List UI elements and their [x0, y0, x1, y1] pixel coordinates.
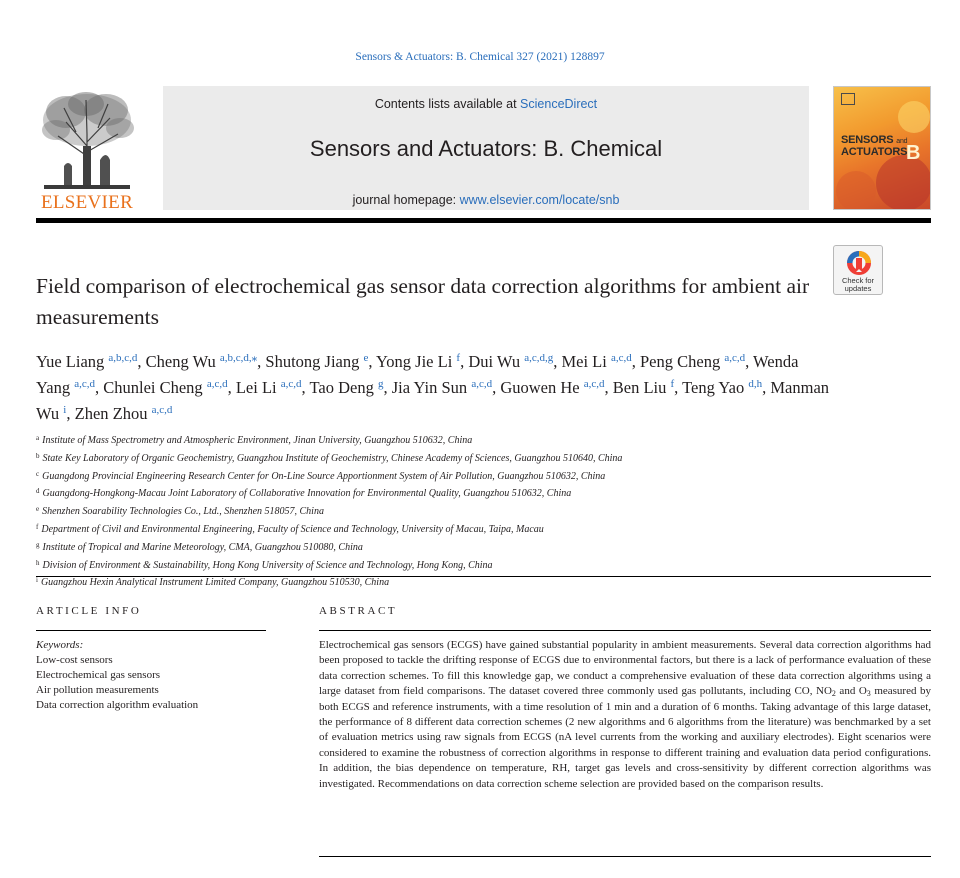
author[interactable]	[613, 378, 674, 397]
affiliation	[36, 431, 916, 449]
author-affiliation-marks[interactable]: a,c,d	[206, 378, 228, 390]
author-affiliation-marks[interactable]: a,b,c,d,⁎	[219, 352, 258, 364]
affiliation-key: c	[36, 469, 40, 478]
author[interactable]	[103, 378, 227, 397]
abstract-divider-bottom	[319, 856, 931, 857]
author[interactable]	[146, 352, 257, 371]
masthead-rule	[36, 218, 931, 223]
affiliation-text: Guangdong-Hongkong-Macau Joint Laboratory of Collaborative Innovation for Environmental Quality, Guangzhou 510632, China	[42, 488, 572, 500]
author[interactable]	[376, 352, 460, 371]
affiliation-text: Division of Environment & Sustainability, Hong Kong University of Science and Technology, Hong Kong, China	[42, 559, 493, 571]
keyword-item: Low-cost sensors	[36, 654, 113, 666]
author[interactable]	[265, 352, 368, 371]
abstract-heading: ABSTRACT	[319, 605, 398, 617]
cover-title-actuators: ACTUATORS	[841, 146, 908, 158]
author-affiliation-marks[interactable]: e	[363, 352, 369, 364]
check-for-updates-badge[interactable]	[833, 245, 883, 295]
author[interactable]	[392, 378, 492, 397]
keywords-label: Keywords:	[36, 639, 84, 651]
crossmark-label-line2: updates	[844, 284, 872, 293]
author-name: Mei Li	[561, 352, 607, 371]
keywords-block	[36, 638, 266, 713]
author-affiliation-marks[interactable]: a,c,d	[724, 352, 746, 364]
author[interactable]	[561, 352, 631, 371]
cover-letter: B	[906, 142, 921, 164]
affiliation-key: a	[36, 434, 40, 442]
affiliation	[36, 502, 916, 520]
affiliation	[36, 449, 916, 467]
crossmark-icon	[834, 246, 884, 278]
author-affiliation-marks[interactable]: a,c,d	[74, 378, 95, 390]
affiliation-key: g	[36, 540, 40, 549]
author-affiliation-marks[interactable]: g	[377, 378, 384, 390]
affiliation-key: b	[36, 451, 40, 460]
author-affiliation-marks[interactable]: a,c,d	[151, 404, 173, 416]
author-name: Jia Yin Sun	[391, 378, 468, 397]
author-name: Lei Li	[235, 378, 277, 397]
article-title: Field comparison of electrochemical gas sensor data correction algorithms for ambient air measurements	[36, 274, 810, 329]
contents-line	[163, 97, 809, 111]
abstract-sub-2: 3	[866, 689, 871, 699]
journal-citation[interactable]: Sensors & Actuators: B. Chemical 327 (2021) 128897	[355, 51, 605, 63]
affiliation	[36, 467, 916, 485]
tree-icon	[36, 86, 138, 190]
affiliation-list	[36, 431, 916, 591]
journal-title: Sensors and Actuators: B. Chemical	[309, 136, 663, 161]
affiliation-key: i	[36, 576, 38, 585]
abstract-sub-1: 2	[831, 689, 836, 699]
author-list: Yue Liang $^{a,b,c,d}$, Cheng Wu $^{a,b,c,d,⁎}$, Shutong Jiang $^e$, Yong Jie Li $^f$, Dui Wu $^{a,c,d,g}$, Mei Li $^{a,c,d}$, Peng Cheng $^{a,c,d}$, Wenda Yang $^{a,c,d}$, Chunlei Cheng $^{a,c,d}$, Lei Li $^{a,c,d}$, Tao Deng $^g$, Jia Yin Sun $^{a,c,d}$, Guowen He $^{a,c,d}$, Ben Liu $^f$, Teng Yao $^{d,h}$, Manman Wu $^i$, Zhen Zhou $^{a,c,d}$	[36, 352, 830, 423]
author-name: Ben Liu	[612, 378, 667, 397]
author-affiliation-marks[interactable]: a,b,c,d	[108, 352, 138, 364]
author[interactable]	[36, 352, 137, 371]
author-affiliation-marks[interactable]: a,c,d	[610, 352, 632, 364]
affiliation-text: Institute of Tropical and Marine Meteorology, CMA, Guangzhou 510080, China	[42, 541, 363, 553]
sciencedirect-link[interactable]: ScienceDirect	[520, 97, 598, 111]
article-info-divider	[36, 630, 266, 631]
author-affiliation-marks[interactable]: a,c,d,g	[524, 352, 554, 364]
author-affiliation-marks[interactable]: f	[456, 352, 461, 364]
author-affiliation-marks[interactable]: f	[670, 378, 675, 390]
author[interactable]	[309, 378, 383, 397]
affiliation	[36, 520, 916, 538]
author[interactable]	[236, 378, 302, 397]
affiliation-text: Guangzhou Hexin Analytical Instrument Limited Company, Guangzhou 510530, China	[40, 577, 390, 589]
author-name: Cheng Wu	[145, 352, 216, 371]
author-name: Manman Wu	[36, 378, 830, 423]
crossmark-label	[834, 277, 882, 293]
keyword-item: Electrochemical gas sensors	[36, 669, 161, 681]
author-affiliation-marks[interactable]: i	[63, 404, 67, 416]
author-name: Yong Jie Li	[376, 352, 453, 371]
affiliation-key: d	[36, 487, 40, 496]
affiliation-text: Institute of Mass Spectrometry and Atmospheric Environment, Jinan University, Guangzhou 510632, China	[42, 435, 473, 446]
abstract-text	[319, 638, 931, 792]
author-name: Chunlei Cheng	[103, 378, 203, 397]
author[interactable]	[640, 352, 745, 371]
affiliation	[36, 538, 916, 556]
author[interactable]	[500, 378, 604, 397]
journal-banner	[163, 86, 809, 210]
cover-title-and: and	[896, 138, 908, 145]
affiliation-text: Department of Civil and Environmental Engineering, Faculty of Science and Technology, University of Macau, Taipa, Macau	[41, 523, 544, 535]
author-name: Shutong Jiang	[265, 352, 360, 371]
author[interactable]	[468, 352, 553, 371]
author-affiliation-marks[interactable]: a,c,d	[280, 378, 302, 390]
affiliation-text: Shenzhen Soarability Technologies Co., Ltd., Shenzhen 518057, China	[42, 506, 324, 518]
author-name: Guowen He	[500, 378, 580, 397]
homepage-prefix: journal homepage:	[352, 193, 460, 207]
abstract-part-3: measured by both ECGS and reference instruments, with a time resolution of 1 min and a duration of 6 months. Taking advantage of this large dataset, the performance of 8 different data correction schemes (2 new algorithms and 6 algorithms from the literature) was benchmarked by a set of evaluation metrics using raw signals from ECGS (nA level currents from the working and auxiliary electrodes). Eight scenarios were considered to examine the robustness of correction algorithms in response to different training and evaluation data period configurations. In addition, the bias dependence on temperature, RH, target gas levels and cross-sensitivity by different correction algorithms was investigated. Recommendations on data correction scheme selection are provided based on the comparison results.	[319, 685, 932, 790]
keyword-item: Air pollution measurements	[36, 684, 159, 696]
abstract-part-1: Electrochemical gas sensors (ECGS) have gained substantial popularity in ambient measurements. Several data correction algorithms had been proposed to tackle the drifting response of ECGS due to environmental factors, but there is a lack of performance evaluation of these data correction schemes. To fill this knowledge gap, we conduct a comprehensive evaluation of these data correction algorithms using a large dataset from field comparisons. The dataset covered three commonly used gas pollutants, including CO, NO	[319, 639, 931, 698]
article-info-heading: ARTICLE INFO	[36, 605, 142, 617]
affiliation-key: e	[36, 505, 40, 514]
author[interactable]	[75, 404, 173, 423]
cover-title-sensors: SENSORS	[841, 134, 894, 146]
cover-title	[841, 135, 907, 158]
keyword-item: Data correction algorithm evaluation	[36, 699, 199, 711]
affiliation-key: h	[36, 558, 40, 567]
abstract-part-2: and O	[835, 685, 867, 698]
affiliation-text: State Key Laboratory of Organic Geochemistry, Guangzhou Institute of Geochemistry, Chinese Academy of Sciences, Guangzhou 510640, China	[42, 452, 623, 464]
author-name: Wenda Yang	[36, 352, 799, 397]
journal-cover-thumbnail[interactable]	[833, 86, 931, 210]
affiliation-text: Guangdong Provincial Engineering Research Center for On-Line Source Apportionment System of Air Pollution, Guangzhou 510632, China	[42, 470, 606, 482]
author-affiliation-marks[interactable]: d,h	[748, 378, 763, 390]
affiliation-key: f	[36, 522, 39, 531]
author-affiliation-marks[interactable]: a,c,d	[583, 378, 605, 390]
affiliation	[36, 484, 916, 502]
header-divider	[36, 576, 931, 577]
author-name: Teng Yao	[682, 378, 745, 397]
author-name: Zhen Zhou	[74, 404, 148, 423]
author-affiliation-marks[interactable]: a,c,d	[471, 378, 493, 390]
author[interactable]	[682, 378, 762, 397]
author-name: Peng Cheng	[639, 352, 721, 371]
journal-masthead	[36, 86, 931, 214]
author-name: Tao Deng	[309, 378, 374, 397]
affiliation	[36, 556, 916, 574]
contents-prefix: Contents lists available at	[374, 97, 521, 111]
homepage-line	[163, 193, 809, 207]
author-name: Dui Wu	[468, 352, 521, 371]
author-name: Yue Liang	[36, 352, 105, 371]
crossmark-label-line1: Check for	[841, 276, 875, 285]
abstract-divider-top	[319, 630, 931, 631]
elsevier-wordmark: ELSEVIER	[40, 192, 134, 213]
elsevier-logo[interactable]	[36, 86, 138, 212]
journal-homepage-link[interactable]: www.elsevier.com/locate/snb	[459, 193, 620, 207]
